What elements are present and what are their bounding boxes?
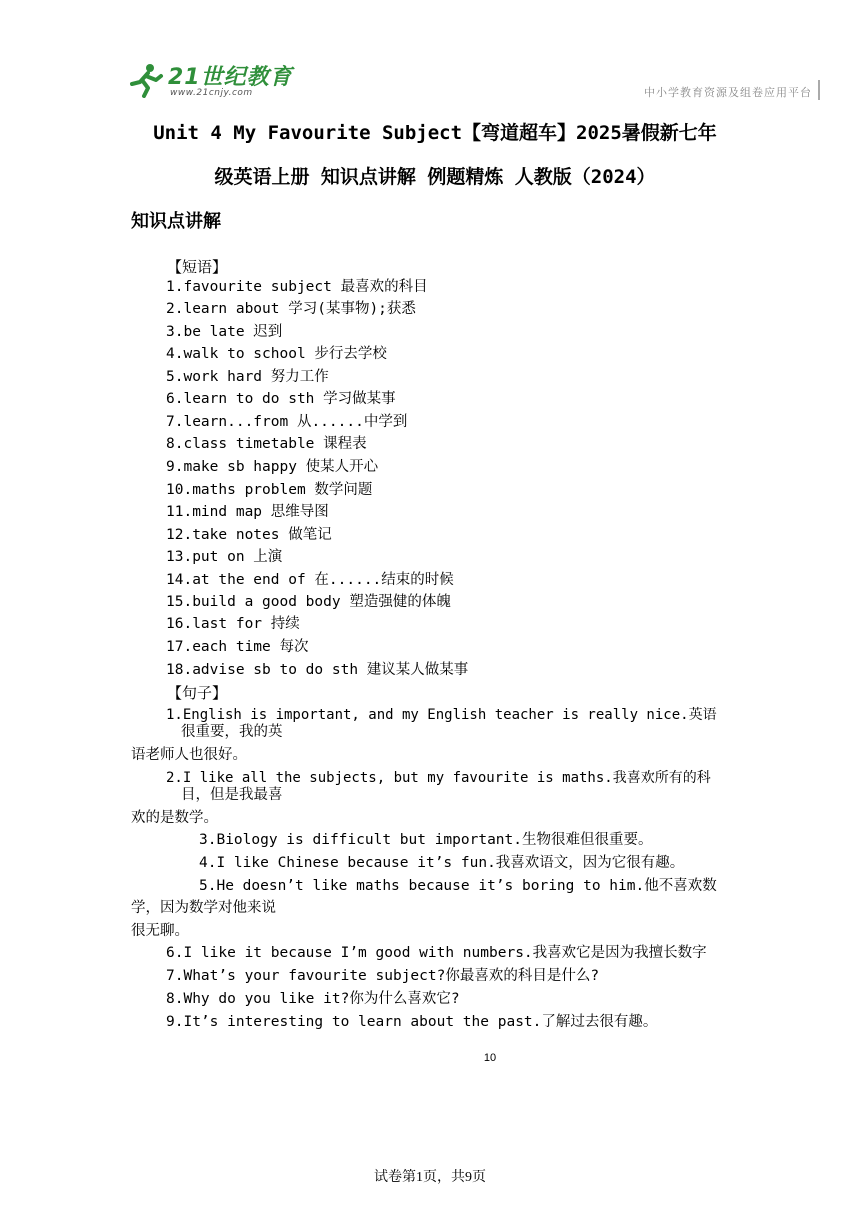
runner-icon [128,62,164,98]
sentence-line: 很无聊。 [131,923,189,939]
phrase-item: 17.each time 每次 [166,639,309,655]
sentence-line: 学，因为数学对他来说 [131,900,276,916]
phrase-item: 9.make sb happy 使某人开心 [166,459,379,475]
phrase-item: 15.build a good body 塑造强健的体魄 [166,594,451,610]
logo-text: 21世纪教育 [168,65,293,90]
phrase-item: 6.learn to do sth 学习做某事 [166,391,396,407]
sentence-line: 9.It’s interesting to learn about the past.了解过去很有趣。 [166,1014,658,1030]
sentence-line: 2.I like all the subjects, but my favourite is maths.我喜欢所有的科 [166,770,711,786]
sentence-line: 3.Biology is difficult but important.生物很难但很重要。 [199,832,653,848]
phrase-item: 11.mind map 思维导图 [166,504,329,520]
sentence-line: 4.I like Chinese because it’s fun.我喜欢语文，因为它很有趣。 [199,855,685,871]
site-logo [128,58,298,104]
phrase-item: 12.take notes 做笔记 [166,527,332,543]
phrase-item: 3.be late 迟到 [166,324,283,340]
logo-url: www.21cnjy.com [170,88,253,98]
phrase-item: 18.advise sb to do sth 建议某人做某事 [166,662,469,678]
header-divider [818,80,820,100]
sentence-line: 目，但是我最喜 [181,787,283,803]
phrase-item: 10.maths problem 数学问题 [166,482,373,498]
phrase-item: 1.favourite subject 最喜欢的科目 [166,279,428,295]
phrase-item: 7.learn...from 从......中学到 [166,414,408,430]
document-title-line-1: Unit 4 My Favourite Subject【弯道超车】2025暑假新七年 [153,122,717,144]
page-header [0,0,860,110]
sentence-line: 欢的是数学。 [131,810,218,826]
sentence-line: 6.I like it because I’m good with numbers.我喜欢它是因为我擅长数字 [166,945,707,961]
section-title: 知识点讲解 [131,211,221,232]
phrase-item: 2.learn about 学习(某事物);获悉 [166,301,416,317]
sentence-line: 7.What’s your favourite subject?你最喜欢的科目是什么? [166,968,600,984]
sentence-line: 1.English is important, and my English teacher is really nice.英语 [166,707,717,723]
page-number: 10 [483,1052,497,1064]
phrase-item: 16.last for 持续 [166,616,300,632]
sentence-line: 8.Why do you like it?你为什么喜欢它? [166,991,460,1007]
phrase-item: 14.at the end of 在......结束的时候 [166,572,454,588]
document-title-line-2: 级英语上册 知识点讲解 例题精炼 人教版（2024） [214,166,656,188]
sentence-line: 语老师人也很好。 [131,747,247,763]
sentence-line: 5.He doesn’t like maths because it’s boring to him.他不喜欢数 [199,878,717,894]
platform-name: 中小学教育资源及组卷应用平台 [644,86,812,99]
page-footer: 试卷第1页，共9页 [374,1170,486,1185]
phrase-item: 4.walk to school 步行去学校 [166,346,387,362]
phrases-heading: 【短语】 [167,258,228,276]
sentence-line: 很重要，我的英 [181,724,283,740]
phrase-item: 8.class timetable 课程表 [166,436,367,452]
phrase-item: 13.put on 上演 [166,549,283,565]
sentences-heading: 【句子】 [167,684,228,702]
phrase-item: 5.work hard 努力工作 [166,369,329,385]
